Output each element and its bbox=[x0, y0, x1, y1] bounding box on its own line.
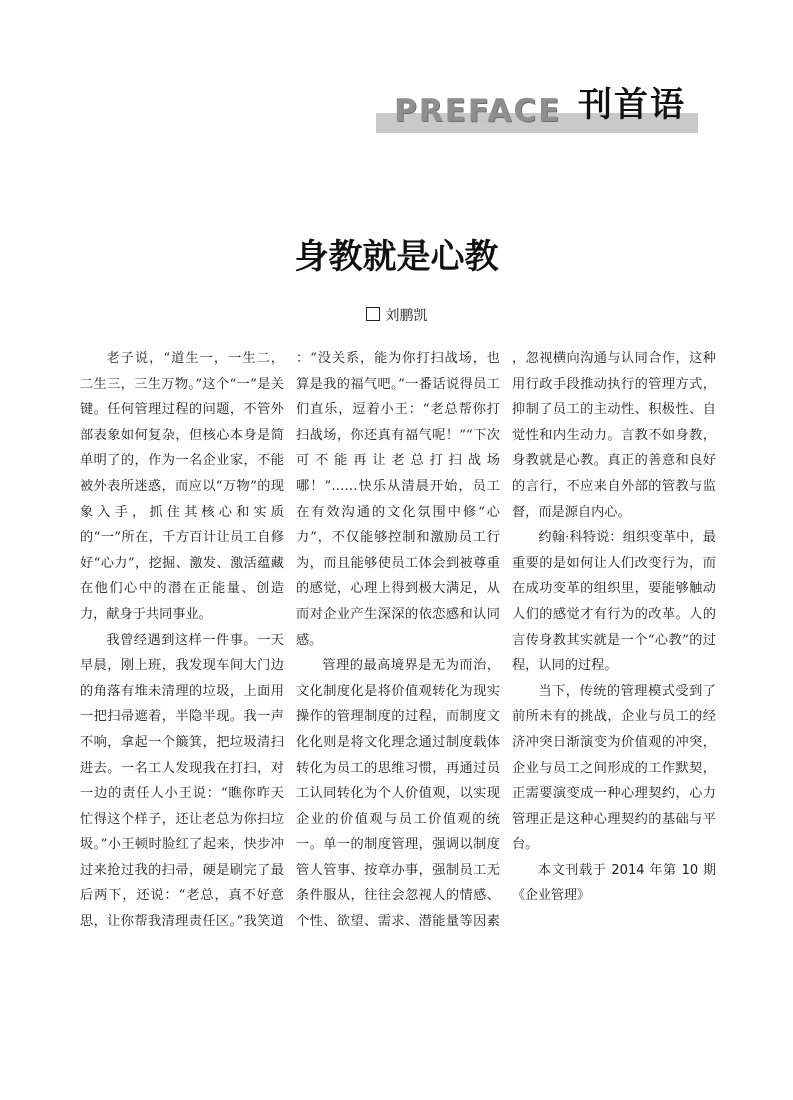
article-paragraph: 我曾经遇到这样一件事。一天早晨，刚上班，我发现车间大门边的角落有堆未清理的垃圾，上面用一把扫帚遮着，半隐半现。我一声不响，拿起一个簸箕，把垃圾清扫进去。一名工人发现我在打扫，对一边的责任人小王说：“瞧你昨天忙得这个样子，还让老总为你扫垃圾。”小王顿时脸红了起来，快步冲过来抢过我的扫帚，硬是刷完了最后两下，还说：“老总，真不好意思，让你帮我清理责任区。”我笑道 bbox=[80, 632, 284, 930]
text-column-3 bbox=[512, 346, 716, 909]
header-english-label: PREFACE bbox=[394, 93, 562, 129]
article-paragraph: 老子说，“道生一，一生二，二生三，三生万物。”这个“一”是关键。任何管理过程的问题，不管外部表象如何复杂，但核心本身是简单明了的，作为一名企业家，不能被外表所迷惑，而应以“万物”的现象入手，抓住其核心和实质的“一”所在，千方百计让员工自修好“心力”，挖掘、激发、激活蕴藏在他们心中的潜在正能量、创造力，献身于共同事业。 bbox=[80, 351, 284, 622]
header-chinese-label: 刊首语 bbox=[578, 85, 686, 125]
article-paragraph: ，忽视横向沟通与认同合作，这种用行政手段推动执行的管理方式，抑制了员工的主动性、积极性、自觉性和内生动力。言教不如身教，身教就是心教。真正的善意和良好的言行，不应来自外部的管教与监督，而是源自内心。 bbox=[512, 351, 716, 520]
byline bbox=[0, 305, 793, 325]
text-column-1 bbox=[80, 346, 284, 935]
article-paragraph: ：“没关系，能为你打扫战场，也算是我的福气吧。”一番话说得员工们直乐，逗着小王：“老总帮你打扫战场，你还真有福气呢！”“下次可不能再让老总打扫战场哪！”……快乐从清晨开始，员工在有效沟通的文化氛围中修“心力”，不仅能够控制和激励员工行为，而且能够使员工体会到被尊重的感觉，心理上得到极大满足，从而对企业产生深深的依恋感和认同感。 bbox=[296, 351, 500, 648]
article-paragraph: 管理的最高境界是无为而治，文化制度化是将价值观转化为现实操作的管理制度的过程，而制度文化化则是将文化理念通过制度载体转化为员工的思维习惯，再通过员工认同转化为个人价值观，以实现企业的价值观与员工价值观的统一。单一的制度管理，强调以制度管人管事、按章办事，强制员工无条件服从，往往会忽视人的情感、个性、欲望、需求、潜能量等因素 bbox=[296, 658, 500, 930]
byline-square-icon bbox=[366, 307, 380, 321]
article-title: 身教就是心教 bbox=[294, 237, 499, 277]
author-name: 刘鹏凯 bbox=[385, 308, 428, 324]
source-note: 本文刊载于 2014 年第 10 期《企业管理》 bbox=[512, 862, 716, 904]
article-paragraph: 约翰·科特说：组织变革中，最重要的是如何让人们改变行为，而在成功变革的组织里，要能够触动人们的感觉才有行为的改革。人的言传身教其实就是一个“心教”的过程，认同的过程。 bbox=[512, 530, 716, 674]
article-paragraph: 当下，传统的管理模式受到了前所未有的挑战，企业与员工的经济冲突日渐演变为价值观的冲突，企业与员工之间形成的工作默契，正需要演变成一种心理契约，心力管理正是这种心理契约的基础与平台。 bbox=[512, 683, 716, 853]
text-column-2 bbox=[296, 346, 500, 935]
